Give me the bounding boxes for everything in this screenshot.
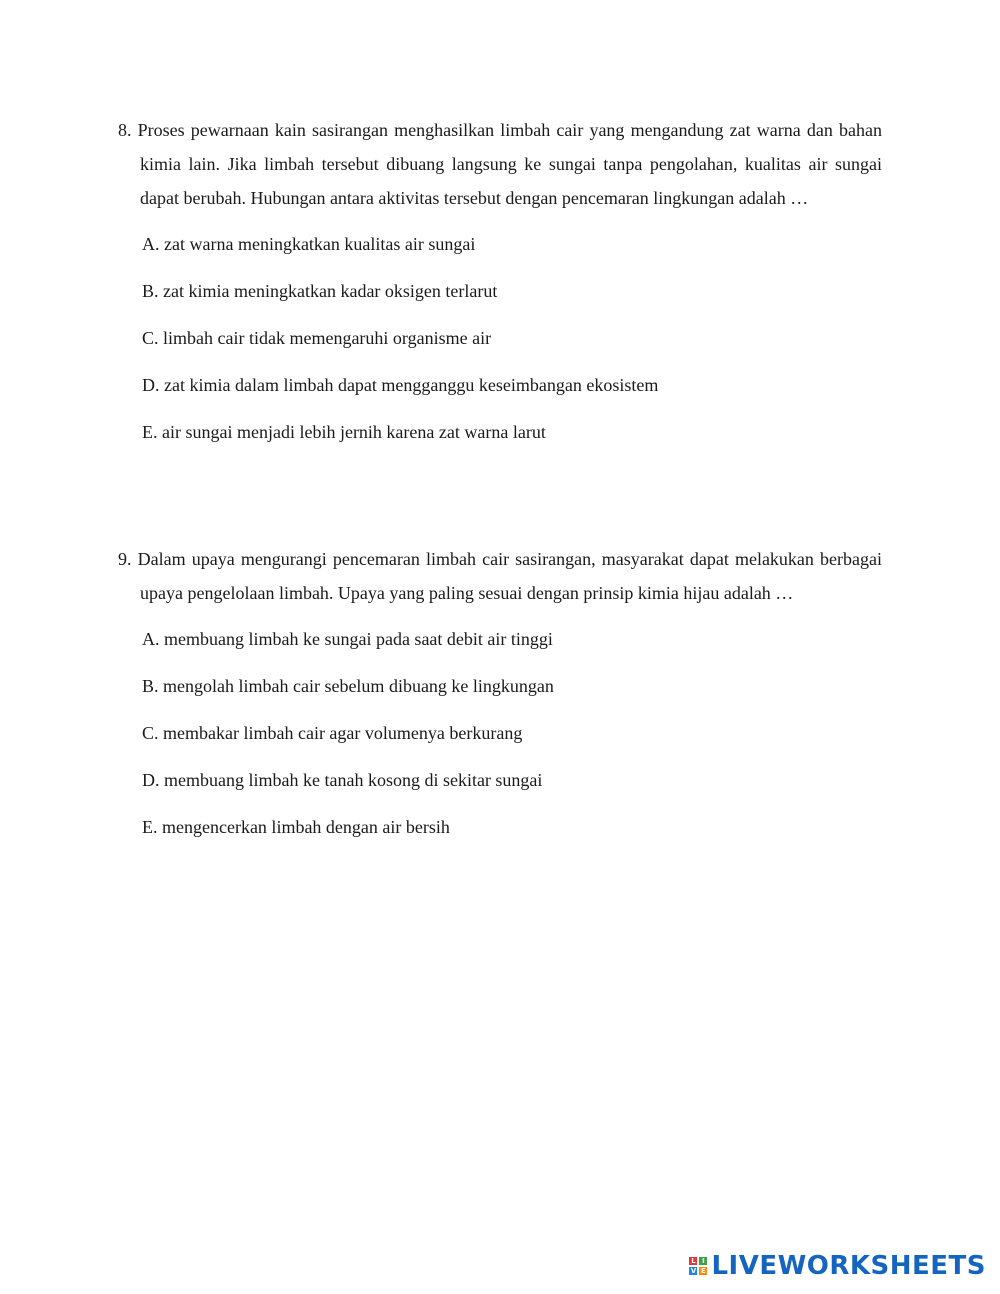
- answer-options: [118, 616, 882, 851]
- question-stem: [118, 113, 882, 215]
- question-number: 8.: [118, 120, 132, 140]
- logo-text: LIVEWORKSHEETS: [711, 1251, 986, 1281]
- option-b[interactable]: B. mengolah limbah cair sebelum dibuang ke lingkungan: [142, 676, 554, 696]
- question-9: [118, 542, 882, 851]
- question-text: Dalam upaya mengurangi pencemaran limbah cair sasirangan, masyarakat dapat melakukan berbagai upaya pengelolaan limbah. Upaya yang paling sesuai dengan prinsip kimia hijau adalah …: [137, 549, 883, 603]
- option-c[interactable]: C. membakar limbah cair agar volumenya berkurang: [142, 723, 523, 743]
- option-c[interactable]: C. limbah cair tidak memengaruhi organisme air: [142, 328, 492, 348]
- option-e[interactable]: E. air sungai menjadi lebih jernih karena zat warna larut: [142, 422, 546, 442]
- option-b[interactable]: B. zat kimia meningkatkan kadar oksigen terlarut: [142, 281, 498, 301]
- question-text: Proses pewarnaan kain sasirangan menghasilkan limbah cair yang mengandung zat warna dan bahan kimia lain. Jika limbah tersebut dibuang langsung ke sungai tanpa pengolahan, kualitas air sungai dapat berubah. Hubungan antara aktivitas tersebut dengan pencemaran lingkungan adalah …: [137, 120, 883, 208]
- question-8: [118, 113, 882, 456]
- option-e[interactable]: E. mengencerkan limbah dengan air bersih: [142, 817, 450, 837]
- option-a[interactable]: A. zat warna meningkatkan kualitas air sungai: [142, 234, 476, 254]
- logo-badge-icon: [689, 1257, 707, 1275]
- liveworksheets-logo: [689, 1250, 986, 1282]
- logo-badge-letter: I: [699, 1257, 707, 1265]
- option-d[interactable]: D. membuang limbah ke tanah kosong di sekitar sungai: [142, 770, 543, 790]
- option-d[interactable]: D. zat kimia dalam limbah dapat mengganggu keseimbangan ekosistem: [142, 375, 659, 395]
- option-a[interactable]: A. membuang limbah ke sungai pada saat debit air tinggi: [142, 629, 553, 649]
- logo-badge-letter: E: [701, 1267, 706, 1275]
- answer-options: [118, 221, 882, 456]
- question-number: 9.: [118, 549, 132, 569]
- question-stem: [118, 542, 882, 610]
- logo-badge-letter: V: [690, 1267, 697, 1275]
- logo-badge-letter: L: [691, 1257, 696, 1265]
